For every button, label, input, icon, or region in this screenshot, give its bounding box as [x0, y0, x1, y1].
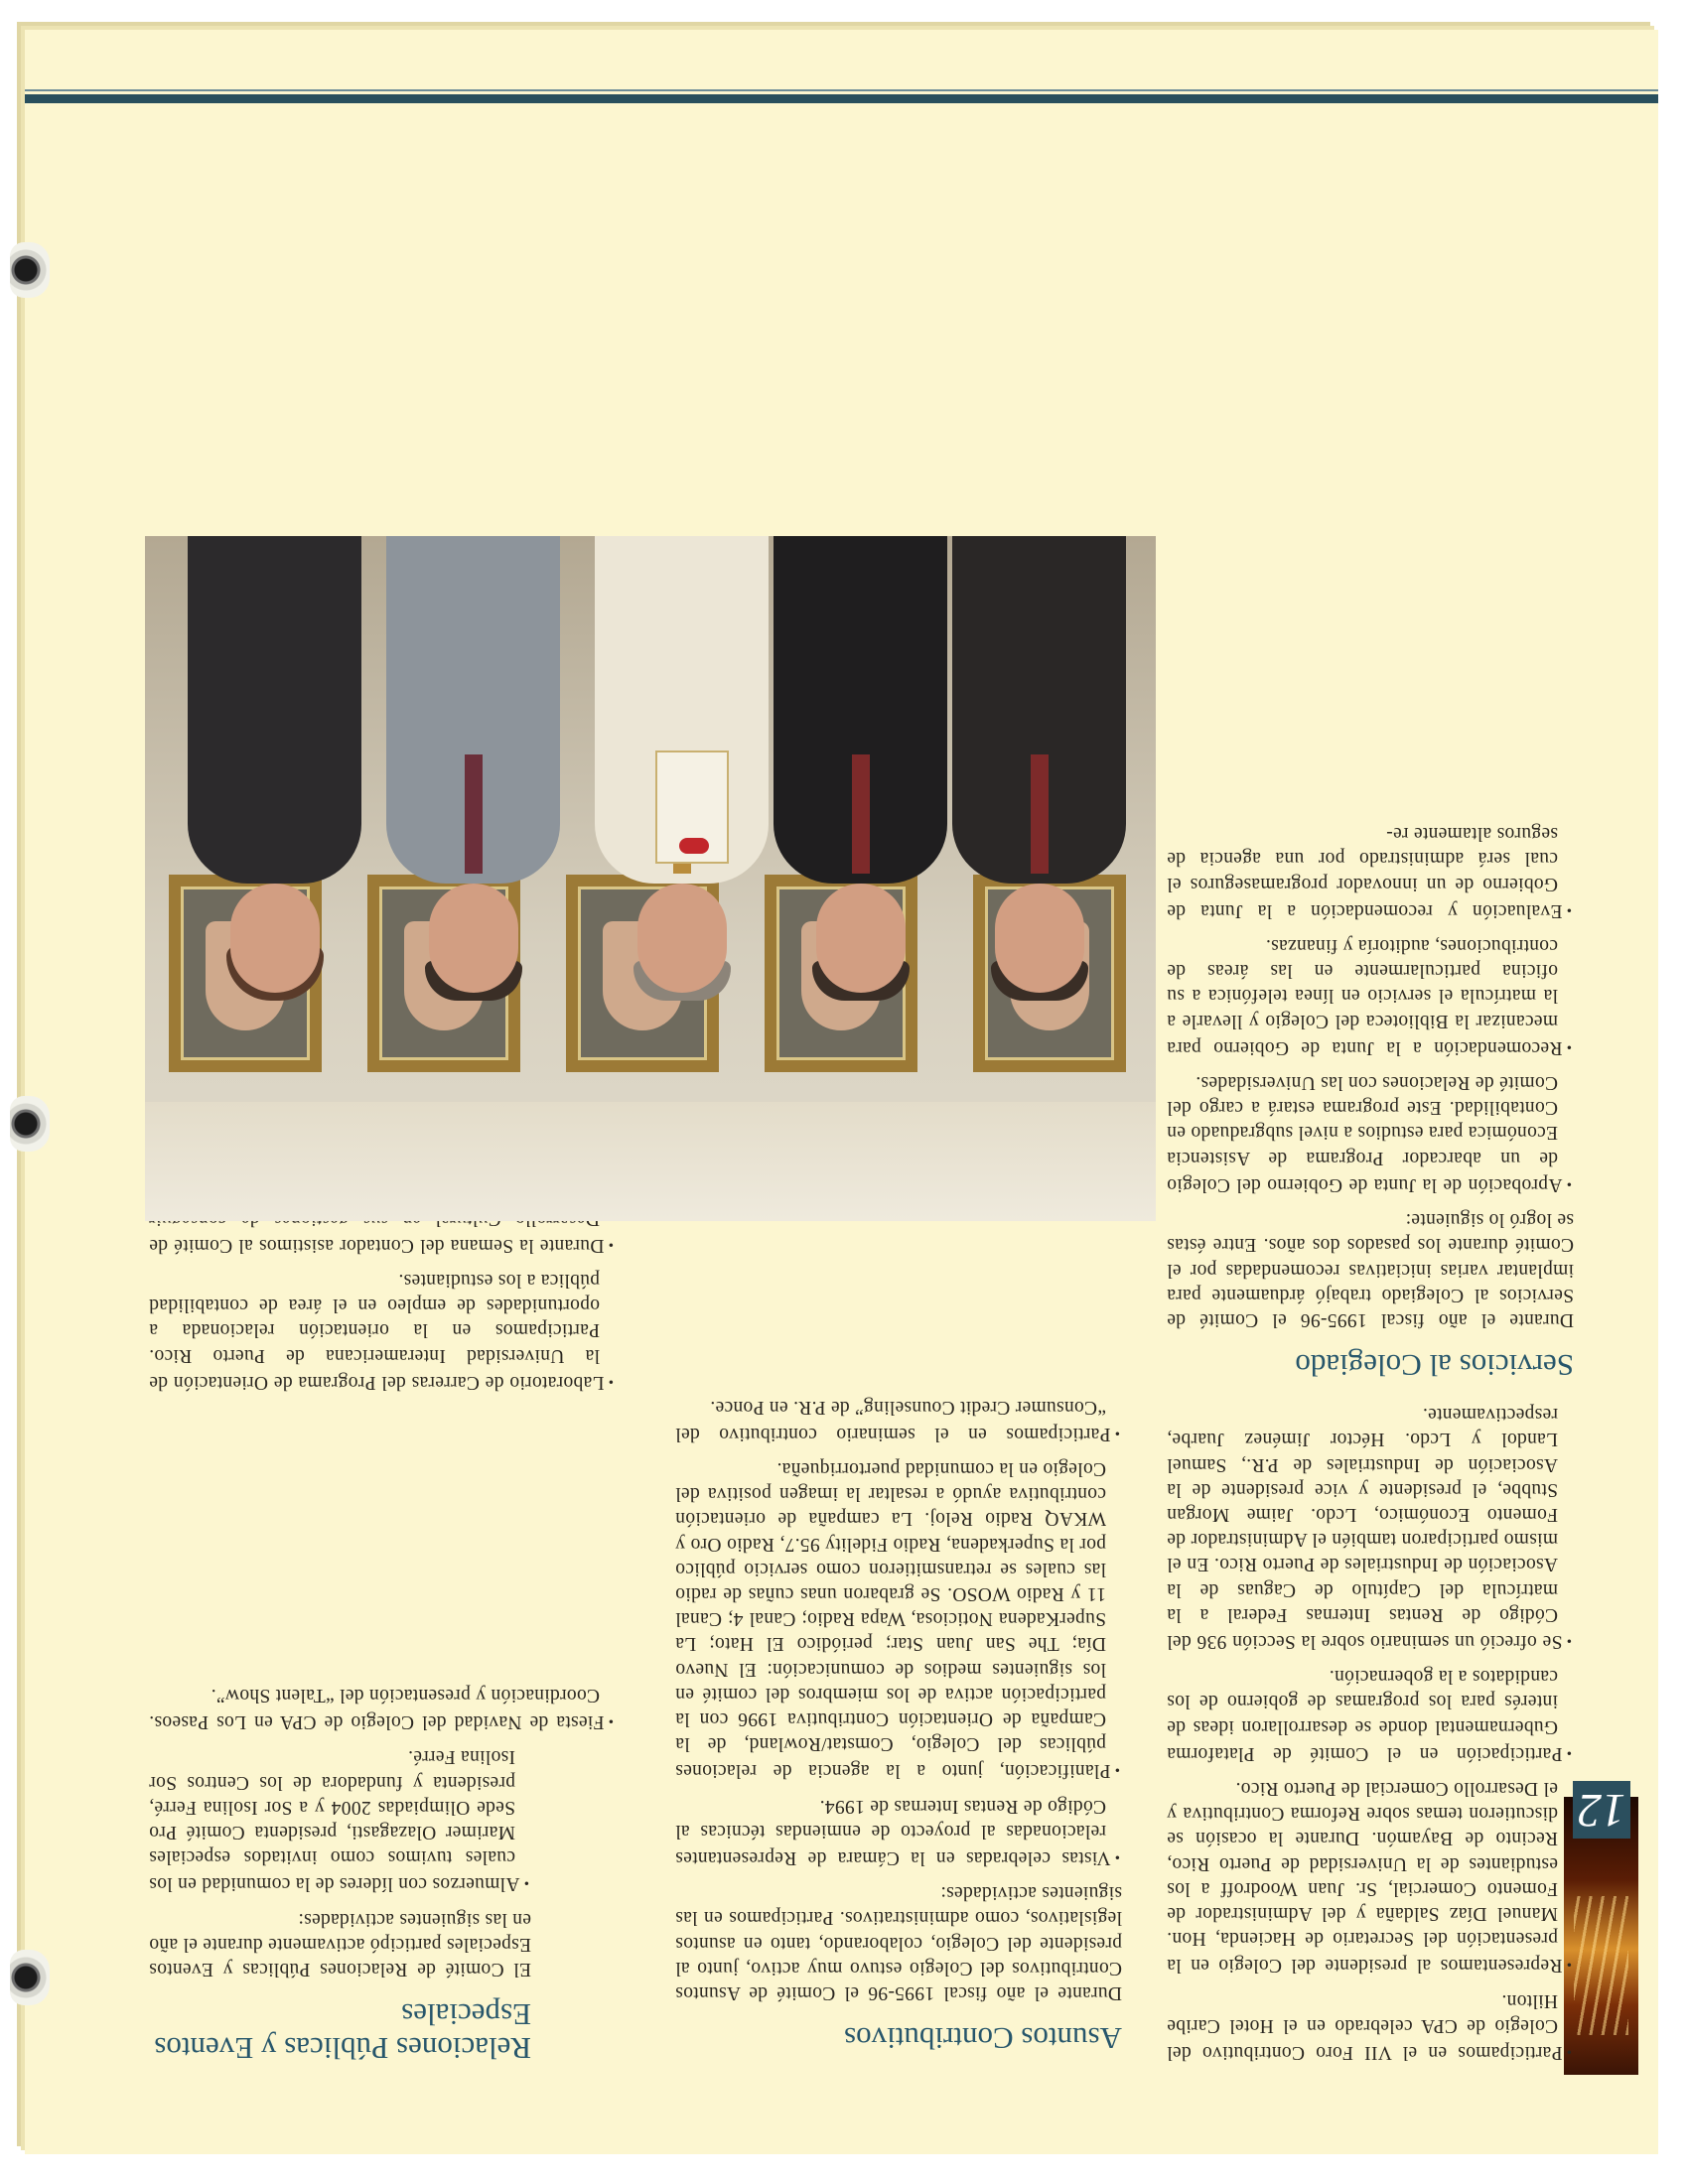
servicios-bullet-2: • Recomendación a la Junta de Gobierno para mecanizar la Biblioteca del Colegio y llevarle a la matrícula el servicio en línea telefónica a su oficina particularmente en las áreas de contribuciones, auditoría y finanzas. [1167, 933, 1574, 1060]
relaciones-bullet-1: • Almuerzos con líderes de la comunidad en los cuales tuvimos como invitados especiales Marimer Olazagasti, presidenta Comité Pro Sede Olimpiadas 2004 y a Sor Isolina Ferré, presidenta y fundadora de los Centros Sor Isolina Ferré. [149, 1744, 616, 1896]
page-number: 12 [1573, 1781, 1630, 1839]
asuntos-bullet-3: • Participamos en el seminario contributivo del “Consumer Credit Counseling” de P.R. en Ponce. [675, 1394, 1122, 1445]
column-asuntos [675, 1384, 1122, 2065]
servicios-bullet-1: • Aprobación de la Junta de Gobierno del Colegio de un abarcador Programa de Asistencia Económica para estudios a nivel subgraduado en Contabilidad. Este programa estará a cargo del Comité de Relaciones con las Universidades. [1167, 1070, 1574, 1197]
header-thumbnail-image [1564, 1797, 1638, 2075]
award-plaque [655, 751, 729, 864]
magazine-page [25, 30, 1658, 2154]
relaciones-bullet-2: • Fiesta de Navidad del Colegio de CPA en Los Paseos. Coordinación y presentación del “Talent Show”. [149, 1683, 616, 1734]
relaciones-intro: El Comité de Relaciones Públicas y Eventos Especiales participó activamente durante el año en las siguientes actividades: [149, 1908, 531, 1979]
scan-margin [0, 0, 10, 2184]
col1-bullet-4: • Se ofreció un seminario sobre la Sección 936 del Código de Rentas Internas Federal a la matrícula del Capítulo de Caguas de la Asociación de Industriales de Puerto Rico. En el mismo participaron también el Administrador de Fomento Económico, Lcdo. Jaime Morgan Stubbe, el presidente y vice presidente de la Asociación de Industriales de P.R., Samuel Landol y Lcdo. Héctor Jiménez Juarbe, respectivamente. [1167, 1402, 1574, 1654]
servicios-intro: Durante el año fiscal 1995-96 el Comité de Servicios al Colegiado trabajó árduamente para implantar varias iniciativas recomendadas por el Comité durante los pasados dos años. Entre éstas se logró lo siguiente: [1167, 1209, 1574, 1330]
heading-asuntos: Asuntos Contributivos [844, 2021, 1122, 2056]
relaciones-bullet-4: • Durante la Semana del Contador asistimos al Comité de [149, 1055, 616, 1258]
relaciones-bullet-3: • Laboratorio de Carreras del Programa de Orientación de la Universidad Interamericana de Puerto Rico. Participamos en la orientación relacionada a oportunidades de empleo en el área de contabilidad pública a los estudiantes. [149, 1268, 616, 1395]
col1-bullet-2: • Representamos al presidente del Colegio en la presentación del Secretario de Hacienda, Hon. Manuel Díaz Saldaña y del Administrador de Fomento Comercial, Sr. Juan Woodroff a los estudiantes de la Universidad de Puerto Rico, Recinto de Bayamón. Durante la ocasión se discutieron temas sobre Reforma Contributiva y el Desarrollo Comercial de Puerto Rico. [1167, 1776, 1574, 1979]
binder-hole [10, 1950, 50, 2005]
asuntos-bullet-1: • Vistas celebradas en la Cámara de Representantes relacionadas al proyecto de enmiendas técnicas al Código de Rentas Internas de 1994. [675, 1793, 1122, 1870]
person [188, 536, 361, 993]
heading-servicios: Servicios al Colegiado [1295, 1347, 1574, 1383]
header-rule [25, 94, 1658, 103]
col1-bullet-3: • Participación en el Comité de Plataforma Gubernamental donde se desarrollaron ideas de interés para los programas de gobierno de los candidatos a la gobernación. [1167, 1664, 1574, 1766]
asuntos-intro: Durante el año fiscal 1995-96 el Comité de Asuntos Contributivos del Colegio estuvo muy activo, junto al presidente del Colegio, colaborando, tanto en asuntos legislativos, como administrativos. Participamos en las siguientes actividades: [675, 1882, 1122, 2003]
col1-bullet-1: • Participamos en el VII Foro Contributivo del Colegio de CPA celebrado en el Hotel Caribe Hilton. [1167, 1987, 1574, 2065]
heading-relaciones: Relaciones Públicas y Eventos Especiales [154, 1997, 531, 2066]
group-photo [145, 536, 1156, 1221]
binder-hole [10, 242, 50, 298]
wall-molding [145, 1102, 1156, 1221]
asuntos-bullet-2: • Planificación, junto a la agencia de relaciones públicas del Colegio, Comstat/Rowland, de la Campaña de Orientación Contributiva 1996 con la participación activa de los miembros del comité en los siguientes medios de comunicación: El Nuevo Día; The San Juan Star; periódico El Hato; La SuperKadena Noticiosa, Wapa Radio; Canal 4; Canal 11 y Radio WOSO. Se grabaron unas cuñas de radio las cuales se retransmitieron como servicio público por la Superkadena, Radio Fidelity 95.7, Radio Oro y WKAQ Radio Reloj. La campaña de orientación contributiva ayudó a resaltar la imagen positiva del Colegio en la comunidad puertorriqueña. [675, 1456, 1122, 1784]
person [774, 536, 947, 993]
binder-hole [10, 1096, 50, 1152]
column-servicios [1167, 811, 1574, 2065]
servicios-bullet-3: • Evaluación y recomendación a la Junta de Gobierno de un innovador programaseguros el cual será administrado por una agencia de seguros altamente re- [1167, 821, 1574, 923]
person [386, 536, 560, 993]
person [952, 536, 1126, 993]
